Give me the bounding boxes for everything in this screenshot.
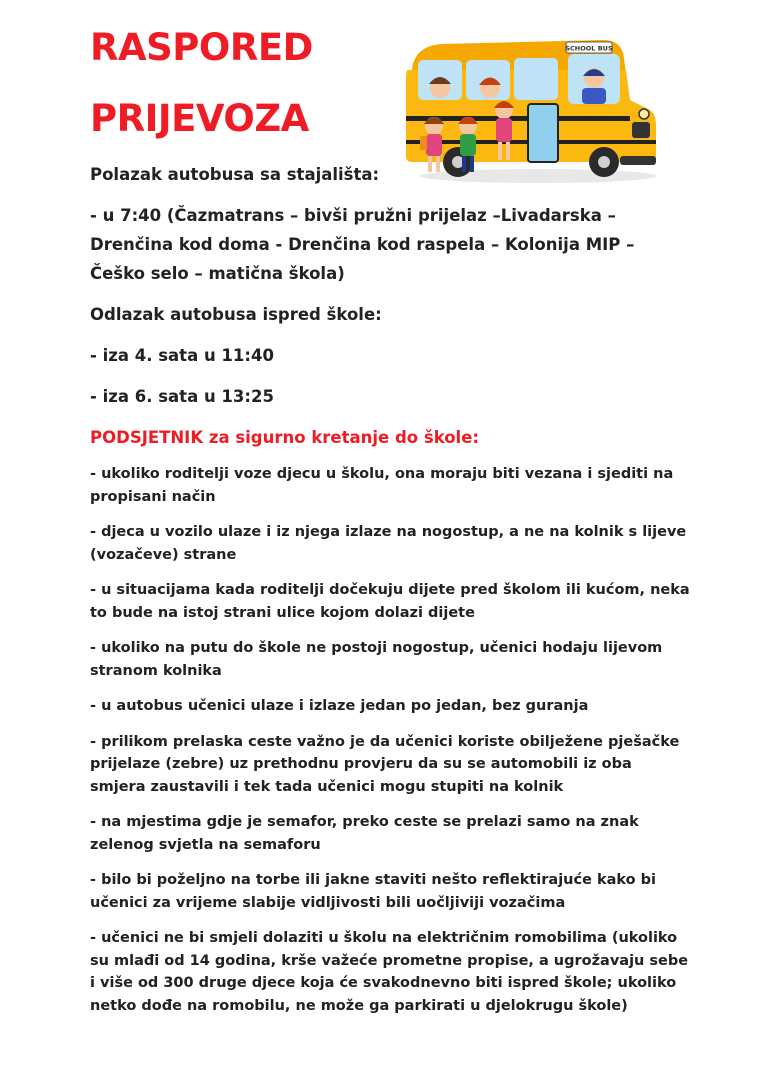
title-line-2: PRIJEVOZA — [90, 97, 309, 140]
departure-heading: Polazak autobusa sa stajališta: — [90, 165, 380, 184]
bus-sign-text: SCHOOL BUS — [565, 44, 613, 53]
reminder-item: - ukoliko roditelji voze djecu u školu, ona moraju biti vezana i sjediti na propisani način — [90, 466, 674, 505]
return-heading: Odlazak autobusa ispred škole: — [90, 305, 382, 324]
reminder-item: - prilikom prelaska ceste važno je da učenici koriste obilježene pješačke prijelaze (zebre) uz prethodnu provjeru da su se automobili iz oba smjera zaustavili i tek tada učenici mogu stupiti na kolnik — [90, 733, 680, 795]
reminder-item: - na mjestima gdje je semafor, preko ceste se prelazi samo na znak zelenog svjetla na semaforu — [90, 814, 639, 853]
reminder-item: - bilo bi poželjno na torbe ili jakne staviti nešto reflektirajuće kako bi učenici za vrijeme slabije vidljivosti bili uočljiviji vozačima — [90, 872, 657, 911]
reminder-item: - u situacijama kada roditelji dočekuju dijete pred školom ili kućom, neka to bude na istoj strani ulice kojom dolazi dijete — [90, 582, 690, 621]
reminder-item: - učenici ne bi smjeli dolaziti u školu na električnim romobilima (ukoliko su mlađi od 14 godina, krše važeće prometne propise, a ugrožavaju sebe i više od 300 druge djece koja će svakodnevno biti ispred škole; ukoliko netko dođe na romobilu, ne može ga parkirati u djelokrugu škole) — [90, 930, 689, 1014]
reminder-item: - u autobus učenici ulaze i izlaze jedan po jedan, bez guranja — [90, 698, 589, 714]
title-line-1: RASPORED — [90, 26, 313, 69]
return-time-1: - iza 4. sata u 11:40 — [90, 346, 274, 365]
reminder-item: - ukoliko na putu do škole ne postoji nogostup, učenici hodaju lijevom stranom kolnika — [90, 640, 663, 679]
departure-route: - u 7:40 (Čazmatrans – bivši pružni prijelaz –Livadarska – Drenčina kod doma - Drenčina kod raspela – Kolonija MIP – Češko selo – matična škola) — [90, 206, 635, 283]
return-time-2: - iza 6. sata u 13:25 — [90, 387, 274, 406]
reminder-item: - djeca u vozilo ulaze i iz njega izlaze na nogostup, a ne na kolnik s lijeve (vozačeve) strane — [90, 524, 687, 563]
reminder-heading: PODSJETNIK za sigurno kretanje do škole: — [90, 428, 480, 447]
schedule-content — [90, 160, 690, 1030]
